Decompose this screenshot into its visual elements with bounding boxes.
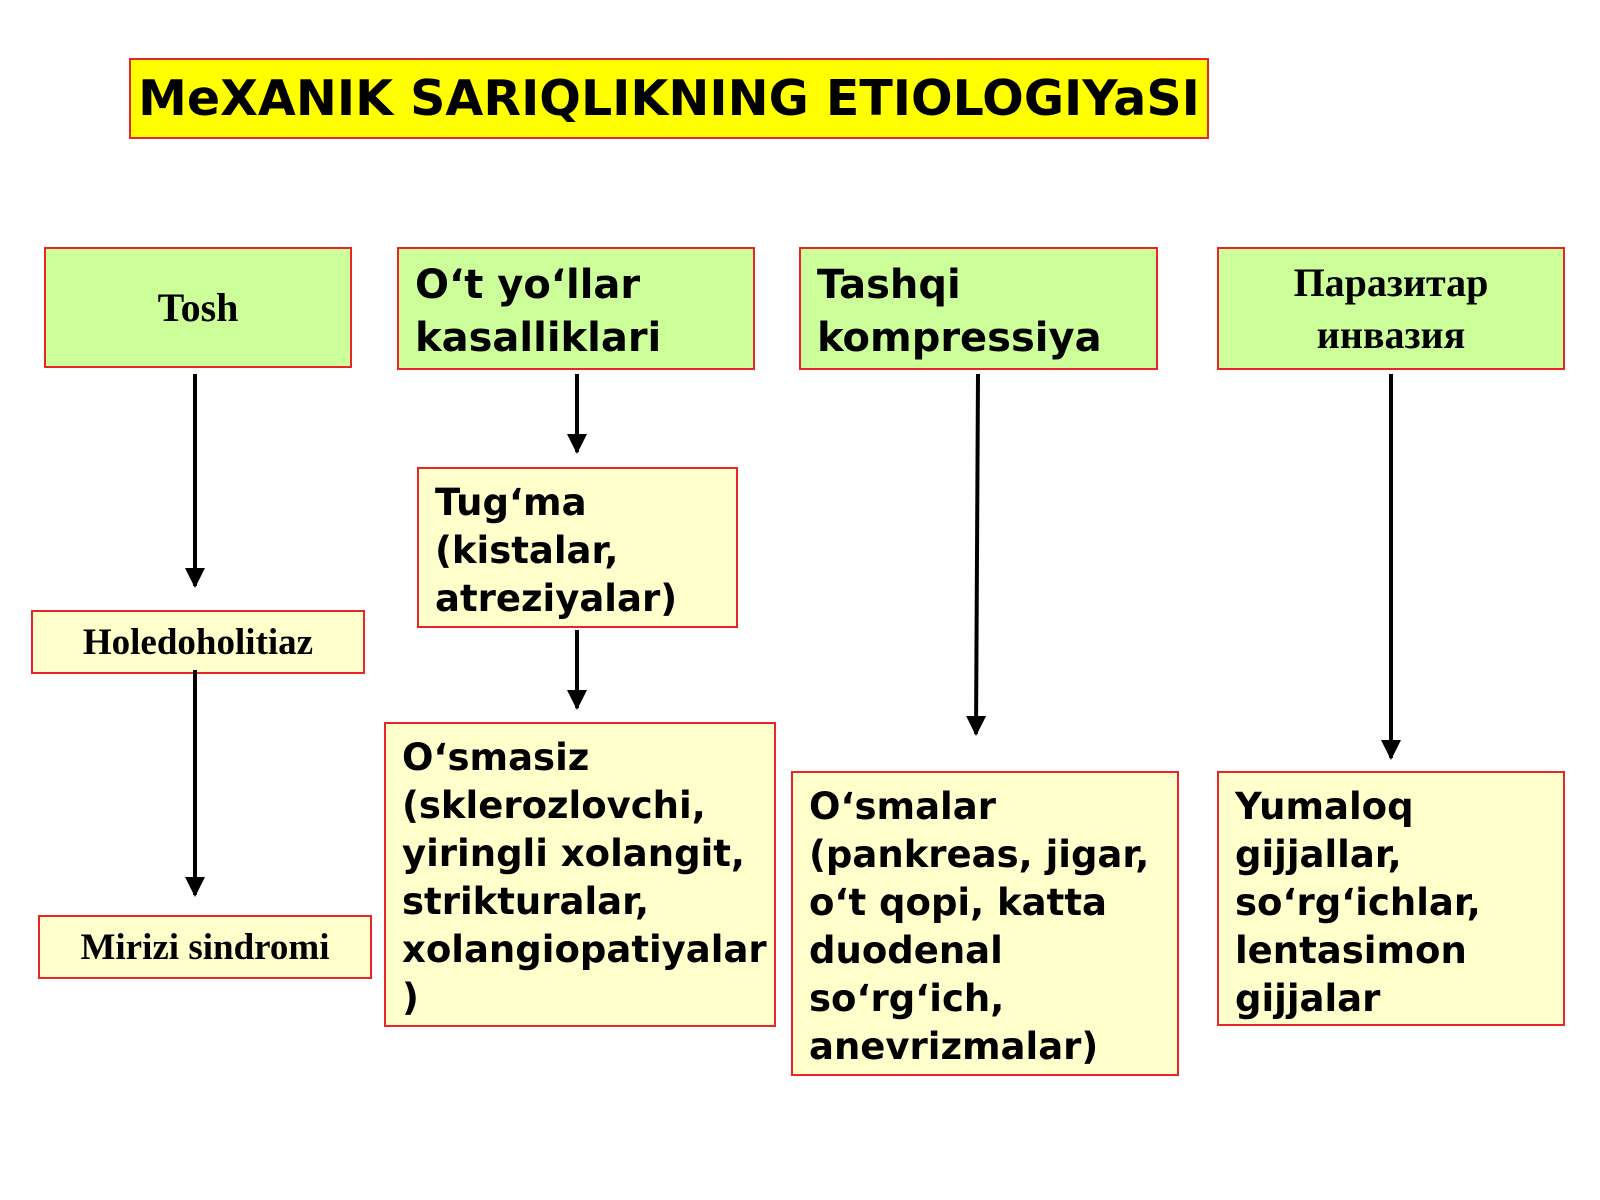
- node-tashqi-kompressiya: Tashqi kompressiya: [799, 247, 1158, 370]
- node-mirizi-sindromi: Mirizi sindromi: [38, 915, 372, 979]
- node-parazitar-line1: Паразитар: [1293, 260, 1489, 306]
- page-title: MeXANIK SARIQLIKNING ETIOLOGIYaSI: [129, 58, 1209, 139]
- node-osmalar: O‘smalar (pankreas, jigar, o‘t qopi, katta duodenal so‘rg‘ich, anevrizmalar): [791, 771, 1179, 1076]
- node-osmasiz: O‘smasiz (sklerozlovchi, yiringli xolangit, strikturalar, xolangiopatiyalar ): [384, 722, 776, 1027]
- node-holedoholitiaz: Holedoholitiaz: [31, 610, 365, 674]
- node-gijjalar: Yumaloq gijjallar, so‘rg‘ichlar, lentasimon gijjalar: [1217, 771, 1565, 1026]
- arrow-tashqi-to-osmalar: [976, 374, 978, 734]
- node-ot-yollar-kasalliklari: O‘t yo‘llar kasalliklari: [397, 247, 755, 370]
- node-tosh: Tosh: [44, 247, 352, 368]
- node-parazitar-line2: инвазия: [1316, 311, 1466, 357]
- node-tugma: Tug‘ma (kistalar, atreziyalar): [417, 467, 738, 628]
